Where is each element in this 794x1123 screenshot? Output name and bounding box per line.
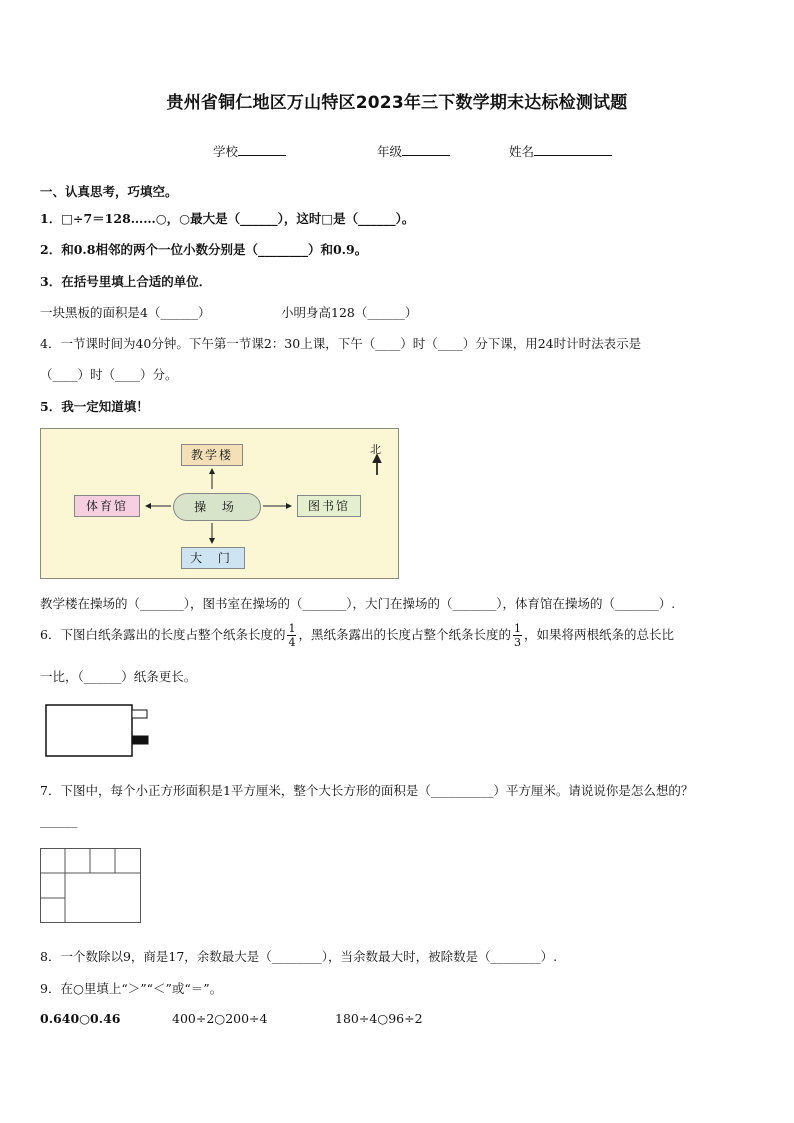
name-blank[interactable] [534, 143, 612, 156]
grade-blank[interactable] [402, 143, 450, 156]
question-4-line2: （____）时（____）分。 [40, 367, 178, 382]
question-9a: 0.640○0.46 [40, 1011, 121, 1026]
question-6-line2: 一比，（______）纸条更长。 [40, 669, 197, 684]
question-7: 7．下图中，每个小正方形面积是1平方厘米，整个大长方形的面积是（__________）平方厘米。请说说你是怎么想的？ [40, 783, 694, 798]
gym-box: 体育馆 [74, 495, 140, 517]
library-box: 图书馆 [297, 495, 361, 517]
question-3: 3．在括号里填上合适的单位． [40, 274, 212, 289]
q6-text-1: 6．下图白纸条露出的长度占整个纸条长度的 [40, 627, 286, 642]
question-9: 9．在○里填上“＞”“＜”或“＝”。 [40, 981, 223, 996]
question-7-answer-line: ______ [40, 813, 78, 828]
paper-strips-figure [40, 700, 155, 760]
rectangle-grid-figure [40, 848, 144, 924]
question-2: 2．和0.8相邻的两个一位小数分别是（________）和0.9。 [40, 242, 368, 257]
name-field[interactable] [509, 142, 612, 160]
school-blank[interactable] [238, 143, 286, 156]
grade-field[interactable] [377, 142, 450, 160]
school-field[interactable] [213, 142, 286, 160]
teaching-building-box: 教学楼 [181, 444, 243, 466]
grade-label: 年级 [377, 144, 403, 159]
question-5-answer: 教学楼在操场的（_______），图书室在操场的（_______），大门在操场的（_______），体育馆在操场的（_______）. [40, 596, 676, 611]
question-9b: 400÷2○200÷4 [172, 1011, 268, 1026]
gate-box: 大 门 [181, 547, 245, 569]
school-label: 学校 [213, 144, 239, 159]
question-3a: 一块黑板的面积是4（______） [40, 305, 211, 320]
section-heading: 一、认真思考，巧填空。 [40, 184, 178, 199]
name-label: 姓名 [509, 144, 535, 159]
fraction-one-third: $\frac{1}{3}$ [513, 622, 521, 649]
question-4-line1: 4．一节课时间为40分钟。下午第一节课2：30上课，下午（____）时（____）分下课，用24时计时法表示是 [40, 336, 642, 351]
question-6-line1 [40, 622, 674, 649]
question-9c: 180÷4○96÷2 [335, 1011, 423, 1026]
q6-text-3: ，如果将两根纸条的总长比 [523, 627, 674, 642]
question-3b: 小明身高128（______） [281, 305, 418, 320]
campus-map [40, 428, 399, 579]
page-title: 贵州省铜仁地区万山特区2023年三下数学期末达标检测试题 [166, 93, 628, 113]
question-8: 8．一个数除以9，商是17，余数最大是（________），当余数最大时，被除数是（________）. [40, 949, 558, 964]
question-1: 1．□÷7＝128……○，○最大是（______），这时□是（______）。 [40, 211, 415, 226]
question-5: 5．我一定知道填！ [40, 399, 149, 414]
fraction-one-quarter: $\frac{1}{4}$ [288, 622, 296, 649]
q6-text-2: ，黑纸条露出的长度占整个纸条长度的 [298, 627, 511, 642]
playground-box: 操 场 [173, 493, 261, 521]
north-label: 北 [370, 443, 381, 456]
